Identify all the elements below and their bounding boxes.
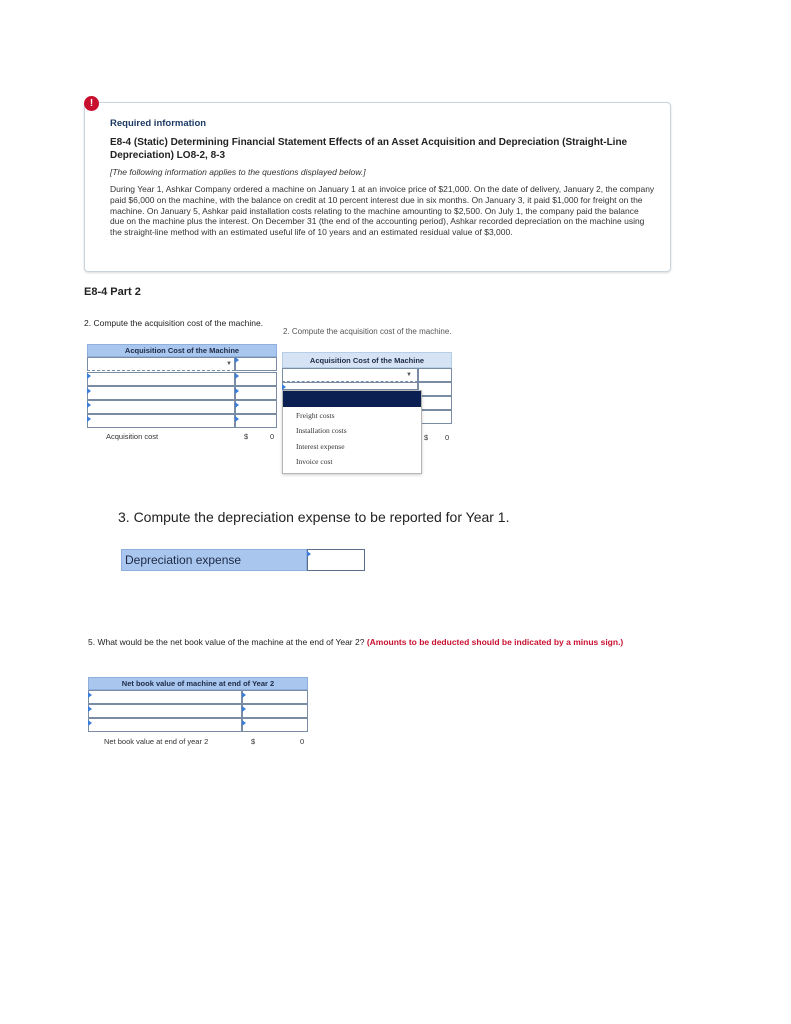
nbv-row-1-label[interactable] xyxy=(88,690,242,704)
info-note: [The following information applies to the questions displayed below.] xyxy=(110,167,366,177)
nbv-total-label: Net book value at end of year 2 xyxy=(104,737,209,746)
acquisition-row-2-amount[interactable] xyxy=(235,372,277,386)
flag-icon xyxy=(235,373,239,379)
popup-table-header: Acquisition Cost of the Machine xyxy=(282,352,452,368)
problem-paragraph: During Year 1, Ashkar Company ordered a machine on January 1 at an invoice price of $21,000. On the date of delivery, January 2, the company paid $6,000 on the machine, with the balance on credit at 10 percent interest due in six months. On January 3, it paid $1,000 for freight on the machine. On January 5, Ashkar paid installation costs relating to the machine amounting to $2,500. On July 1, the company paid the balance due on the machine plus the interest. On December 31 (the end of the accounting period), Ashkar recorded depreciation on the machine using the straight-line method with an estimated useful life of 10 years and an estimated residual value of $3,000. xyxy=(110,184,655,238)
nbv-row-3-label[interactable] xyxy=(88,718,242,732)
flag-icon xyxy=(235,388,239,394)
popup-row-2-label[interactable] xyxy=(282,382,418,390)
depreciation-label: Depreciation expense xyxy=(125,553,242,567)
flag-icon xyxy=(87,402,91,408)
flag-icon xyxy=(307,551,311,557)
acquisition-row-3-label[interactable] xyxy=(87,386,235,400)
account-dropdown-list[interactable] xyxy=(282,390,422,474)
popup-row-1-amount[interactable] xyxy=(418,368,452,382)
popup-row-3-amount[interactable] xyxy=(418,396,452,410)
nbv-row-3-amount[interactable] xyxy=(242,718,308,732)
flag-icon xyxy=(242,720,246,726)
dropdown-selected-blank[interactable] xyxy=(283,391,421,407)
popup-row-2-amount[interactable] xyxy=(418,382,452,396)
chevron-down-icon[interactable]: ▼ xyxy=(406,372,412,378)
flag-icon xyxy=(235,357,239,363)
popup-row-4-amount[interactable] xyxy=(418,410,452,424)
flag-icon xyxy=(88,692,92,698)
nbv-row-2-amount[interactable] xyxy=(242,704,308,718)
question-2-text: 2. Compute the acquisition cost of the machine. xyxy=(84,318,264,328)
dropdown-option[interactable]: Installation costs xyxy=(296,426,347,435)
flag-icon xyxy=(235,416,239,422)
nbv-row-2-label[interactable] xyxy=(88,704,242,718)
acquisition-row-2-label[interactable] xyxy=(87,372,235,386)
exercise-title: E8-4 (Static) Determining Financial Statement Effects of an Asset Acquisition and Depreciation (Straight-Line Depreciation) LO8-2, 8-3 xyxy=(110,137,628,161)
acquisition-total-value: 0 xyxy=(270,432,275,441)
question-5-instruction: (Amounts to be deducted should be indicated by a minus sign.) xyxy=(366,637,624,647)
dropdown-option[interactable]: Freight costs xyxy=(296,411,335,420)
acquisition-row-1-label[interactable] xyxy=(87,357,235,371)
flag-icon xyxy=(87,388,91,394)
question-2-ghost-text: 2. Compute the acquisition cost of the machine. xyxy=(283,327,452,336)
flag-icon xyxy=(242,706,246,712)
acquisition-row-3-amount[interactable] xyxy=(235,386,277,400)
acquisition-row-4-label[interactable] xyxy=(87,400,235,414)
depreciation-expense-input[interactable] xyxy=(307,549,365,571)
nbv-row-1-amount[interactable] xyxy=(242,690,308,704)
flag-icon xyxy=(88,720,92,726)
popup-total-value: 0 xyxy=(445,433,450,442)
alert-icon: ! xyxy=(84,96,99,111)
acquisition-table-header: Acquisition Cost of the Machine xyxy=(87,344,277,357)
popup-row-1-label[interactable] xyxy=(282,368,418,382)
nbv-total-value: 0 xyxy=(300,737,305,746)
required-info-label: Required information xyxy=(110,118,207,129)
question-5-prompt: 5. What would be the net book value of the machine at the end of Year 2? xyxy=(88,637,365,647)
question-3-text: 3. Compute the depreciation expense to be reported for Year 1. xyxy=(118,509,510,525)
chevron-down-icon[interactable]: ▼ xyxy=(226,361,232,367)
nbv-total-currency: $ xyxy=(251,737,256,746)
flag-icon xyxy=(235,402,239,408)
flag-icon xyxy=(87,416,91,422)
acquisition-row-1-amount[interactable] xyxy=(235,357,277,371)
acquisition-total-currency: $ xyxy=(244,432,249,441)
popup-total-currency: $ xyxy=(424,433,429,442)
flag-icon xyxy=(242,692,246,698)
dropdown-option[interactable]: Invoice cost xyxy=(296,457,333,466)
dropdown-option[interactable]: Interest expense xyxy=(296,442,345,451)
nbv-table-header: Net book value of machine at end of Year 2 xyxy=(88,677,308,690)
acquisition-row-5-label[interactable] xyxy=(87,414,235,428)
acquisition-total-label: Acquisition cost xyxy=(106,432,159,441)
depreciation-label-cell xyxy=(121,549,307,571)
part-title: E8-4 Part 2 xyxy=(84,286,141,298)
flag-icon xyxy=(87,373,91,379)
acquisition-row-5-amount[interactable] xyxy=(235,414,277,428)
acquisition-row-4-amount[interactable] xyxy=(235,400,277,414)
flag-icon xyxy=(88,706,92,712)
question-5-text xyxy=(88,637,703,648)
